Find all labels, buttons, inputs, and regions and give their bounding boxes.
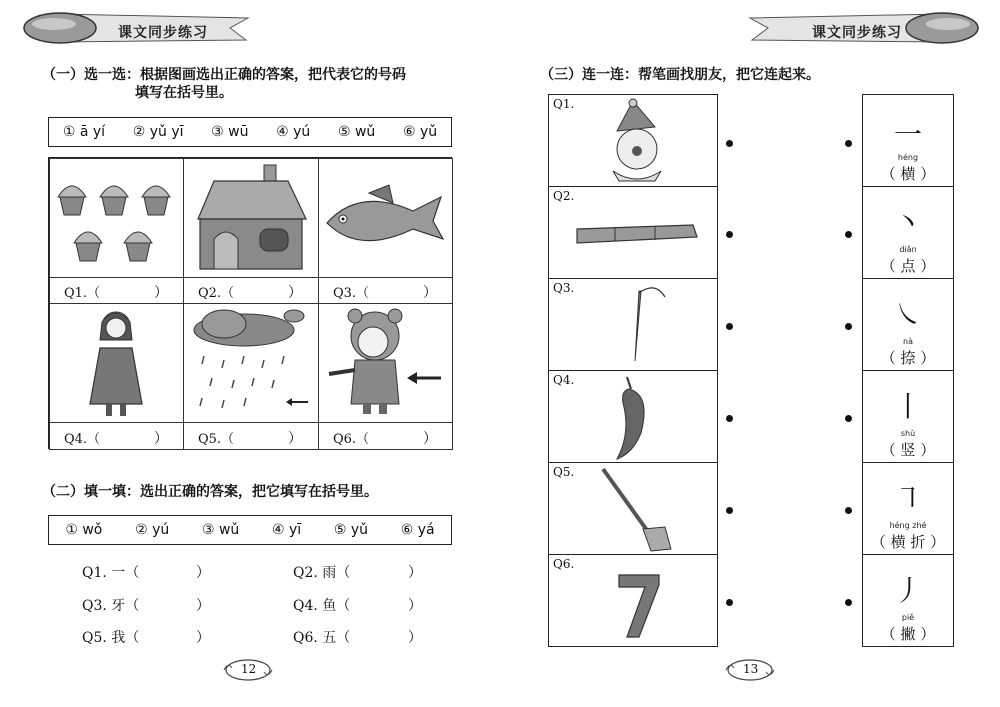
- match-q3-label: Q3.: [553, 281, 575, 295]
- s1-option-3: ③ wū: [211, 124, 249, 140]
- stroke-hengzhe-glyph: ㇕: [893, 482, 922, 515]
- stroke-heng: [862, 94, 954, 187]
- section1-title-line2: 填写在括号里。: [135, 85, 233, 101]
- fill-q3-close: ）: [196, 598, 210, 614]
- stroke-heng-name: （ 横 ）: [880, 165, 936, 183]
- stroke-shu-glyph: 丨: [893, 390, 922, 423]
- s2-option-6: ⑥ yá: [400, 522, 435, 538]
- right-dot-6[interactable]: [845, 599, 852, 606]
- q4-label: Q4.（: [64, 432, 101, 447]
- right-dot-5[interactable]: [845, 507, 852, 514]
- section3-title: （三）连一连：帮笔画找朋友，把它连起来。: [540, 67, 820, 83]
- stroke-shu-pinyin: shù: [900, 429, 916, 438]
- fill-q4: Q4. 鱼（: [293, 598, 351, 614]
- stroke-heng-glyph: 一: [893, 118, 922, 151]
- rain-cloud-icon: [184, 304, 318, 422]
- left-banner: [20, 8, 250, 48]
- right-dot-4[interactable]: [845, 415, 852, 422]
- section2-options: [48, 515, 452, 545]
- stroke-hengzhe-name: （ 横 折 ）: [870, 533, 946, 551]
- match-item-q5: [548, 462, 718, 555]
- match-item-q4: [548, 370, 718, 463]
- clown-icon: [597, 97, 677, 185]
- match-q2-label: Q2.: [553, 189, 575, 203]
- stroke-dian-glyph: 丶: [893, 206, 922, 239]
- right-dot-3[interactable]: [845, 323, 852, 330]
- q5-label: Q5.（: [198, 432, 235, 447]
- fill-q6-close: ）: [408, 630, 422, 646]
- q5-answer-cell[interactable]: [183, 422, 319, 450]
- fill-q4-close: ）: [408, 598, 422, 614]
- bamboo-icon: [575, 221, 699, 251]
- q2-close-paren: ）: [288, 285, 302, 301]
- left-dot-3[interactable]: [726, 323, 733, 330]
- q1-close-paren: ）: [154, 285, 168, 301]
- fill-q3: Q3. 牙（: [82, 598, 140, 614]
- left-dot-1[interactable]: [726, 140, 733, 147]
- stroke-heng-pinyin: héng: [897, 153, 919, 162]
- match-q5-label: Q5.: [553, 465, 575, 479]
- q6-close-paren: ）: [423, 431, 437, 447]
- fill-q1-close: ）: [196, 565, 210, 581]
- fill-q6: Q6. 五（: [293, 630, 351, 646]
- left-dot-2[interactable]: [726, 231, 733, 238]
- number-seven-icon: [615, 571, 665, 641]
- q4-close-paren: ）: [154, 431, 168, 447]
- stroke-pie-glyph: 丿: [893, 574, 922, 607]
- stroke-na-glyph: ㇏: [893, 298, 922, 331]
- cell-rain: [183, 303, 319, 423]
- q3-close-paren: ）: [423, 285, 437, 301]
- s2-option-4: ④ yī: [271, 522, 302, 538]
- s2-option-3: ③ wǔ: [201, 522, 240, 538]
- cupcakes-icon: [50, 159, 183, 277]
- cell-child-raincoat: [318, 303, 453, 423]
- child-raincoat-icon: [319, 304, 452, 422]
- stroke-shu-name: （ 竖 ）: [880, 441, 936, 459]
- s2-option-1: ① wǒ: [65, 522, 103, 538]
- fill-q5: Q5. 我（: [82, 630, 140, 646]
- fish-icon: [319, 159, 452, 277]
- stroke-pie: [862, 554, 954, 647]
- match-q4-label: Q4.: [553, 373, 575, 387]
- q6-label: Q6.（: [333, 432, 370, 447]
- right-banner-title: 课文同步练习: [812, 25, 902, 41]
- right-page-number-badge: [724, 658, 776, 682]
- cell-cupcakes: [49, 158, 184, 278]
- stroke-dian: [862, 186, 954, 279]
- q3-label: Q3.（: [333, 286, 370, 301]
- cell-fish: [318, 158, 453, 278]
- s1-option-1: ① ā yí: [62, 124, 106, 140]
- right-dot-2[interactable]: [845, 231, 852, 238]
- q4-answer-cell[interactable]: [49, 422, 184, 450]
- match-q6-label: Q6.: [553, 557, 575, 571]
- match-item-q3: [548, 278, 718, 371]
- needle-icon: [625, 283, 675, 367]
- stroke-shu: [862, 370, 954, 463]
- chili-icon: [611, 373, 657, 461]
- s1-option-6: ⑥ yǔ: [402, 124, 438, 140]
- s1-option-4: ④ yú: [276, 124, 311, 140]
- q2-answer-cell[interactable]: [183, 277, 319, 304]
- s1-option-5: ⑤ wǔ: [337, 124, 376, 140]
- stroke-pie-name: （ 撇 ）: [880, 625, 936, 643]
- match-item-q1: [548, 94, 718, 187]
- broom-icon: [599, 465, 679, 553]
- left-dot-4[interactable]: [726, 415, 733, 422]
- stroke-dian-name: （ 点 ）: [880, 257, 936, 275]
- right-page-number: 13: [743, 662, 759, 676]
- section2-title: （二）填一填：选出正确的答案，把它填写在括号里。: [42, 484, 378, 500]
- right-banner: [746, 8, 980, 48]
- q2-label: Q2.（: [198, 286, 235, 301]
- stroke-dian-pinyin: diǎn: [899, 245, 917, 254]
- left-page-number: 12: [241, 662, 257, 676]
- q3-answer-cell[interactable]: [318, 277, 453, 304]
- s2-option-5: ⑤ yǔ: [333, 522, 369, 538]
- stroke-hengzhe: [862, 462, 954, 555]
- match-q1-label: Q1.: [553, 97, 575, 111]
- cell-house: [183, 158, 319, 278]
- q1-label: Q1.（: [64, 286, 101, 301]
- girl-icon: [50, 304, 183, 422]
- stroke-hengzhe-pinyin: héng zhé: [889, 521, 927, 530]
- stroke-pie-pinyin: piě: [901, 613, 915, 622]
- section1-picture-grid: [48, 157, 452, 449]
- fill-q2-close: ）: [408, 565, 422, 581]
- stroke-na-pinyin: nà: [903, 337, 913, 346]
- fill-q1: Q1. 一（: [82, 565, 140, 581]
- cell-auntie: [49, 303, 184, 423]
- stroke-na: [862, 278, 954, 371]
- section1-title-line1: （一）选一选：根据图画选出正确的答案，把代表它的号码: [42, 67, 406, 83]
- s1-option-2: ② yǔ yī: [132, 124, 184, 140]
- match-item-q2: [548, 186, 718, 279]
- match-item-q6: [548, 554, 718, 647]
- left-page-number-badge: [222, 658, 274, 682]
- q5-close-paren: ）: [288, 431, 302, 447]
- s2-option-2: ② yú: [135, 522, 170, 538]
- left-banner-title: 课文同步练习: [118, 25, 208, 41]
- stroke-na-name: （ 捺 ）: [880, 349, 936, 367]
- section1-options: [48, 117, 452, 147]
- right-dot-1[interactable]: [845, 140, 852, 147]
- left-dot-6[interactable]: [726, 599, 733, 606]
- q6-answer-cell[interactable]: [318, 422, 453, 450]
- fill-q2: Q2. 雨（: [293, 565, 351, 581]
- q1-answer-cell[interactable]: [49, 277, 184, 304]
- house-icon: [184, 159, 318, 277]
- left-dot-5[interactable]: [726, 507, 733, 514]
- fill-q5-close: ）: [196, 630, 210, 646]
